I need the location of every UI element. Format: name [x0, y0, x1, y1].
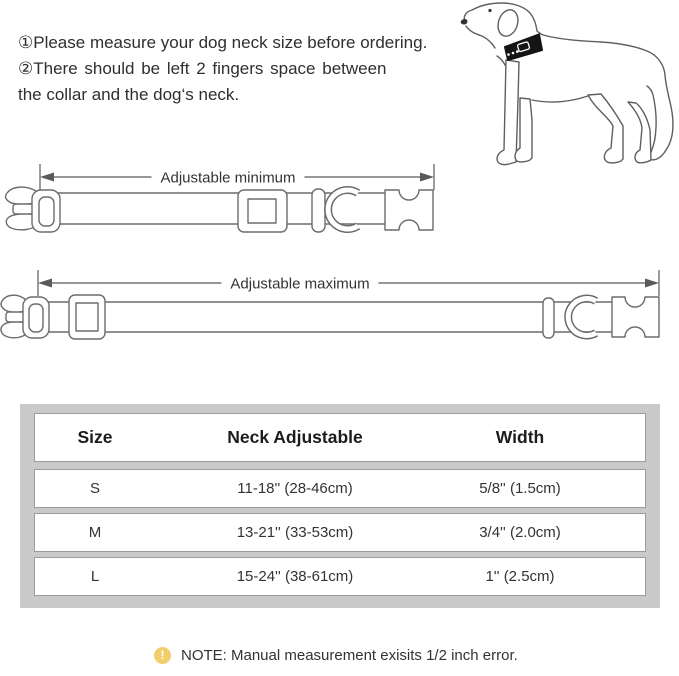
measuring-instructions: [18, 30, 458, 108]
arrowhead-right: [645, 279, 659, 288]
female-buckle: [385, 190, 433, 230]
dog-collar-band: [505, 35, 542, 61]
cell-size: M: [88, 524, 102, 541]
arrowhead-left: [38, 279, 52, 288]
cell-neck: 11-18'' (28-46cm): [237, 480, 353, 497]
dog-eye: [488, 9, 491, 12]
male-buckle-slot: [39, 197, 54, 226]
arrowhead-right: [420, 173, 434, 182]
dog-ear: [495, 7, 521, 39]
cell-width: 1'' (2.5cm): [485, 568, 555, 585]
buckle-prong-top: [1, 295, 26, 312]
cell-width: 5/8'' (1.5cm): [479, 480, 561, 497]
dog-front-leg-near: [497, 60, 519, 165]
dog-illustration: [440, 0, 679, 180]
triglide-slot: [76, 303, 98, 331]
keeper-loop: [312, 189, 325, 232]
cell-size: L: [90, 568, 100, 585]
dog-chest-line: [497, 56, 505, 65]
keeper-loop: [543, 298, 554, 338]
dog-rear-leg-near: [588, 94, 623, 163]
header-neck-adjustable: Neck Adjustable: [227, 427, 363, 447]
arrowhead-left: [40, 173, 54, 182]
adjustable-minimum-label: Adjustable minimum: [151, 170, 304, 187]
cell-size: S: [89, 480, 100, 497]
size-table-header: [34, 413, 646, 462]
instruction-line-1: ①Please measure your dog neck size before ordering.: [18, 33, 428, 52]
triglide-slot: [248, 199, 276, 223]
exclamation-icon: !: [154, 647, 171, 664]
size-table: [20, 404, 660, 608]
cell-neck: 15-24'' (38-61cm): [236, 568, 354, 585]
header-size: Size: [77, 427, 113, 447]
table-row-small: [34, 469, 646, 508]
instruction-line-3: the collar and the dog‘s neck.: [18, 85, 240, 104]
dog-rear-leg-far: [628, 102, 651, 163]
cell-neck: 13-21'' (33-53cm): [236, 524, 354, 541]
collar-strap: [46, 302, 616, 332]
dog-nose: [461, 19, 468, 25]
header-width: Width: [495, 427, 545, 447]
note-text: NOTE: Manual measurement exisits 1/2 inch error.: [181, 647, 518, 664]
dog-jaw-line: [466, 26, 495, 48]
adjustable-maximum-label: Adjustable maximum: [221, 276, 378, 293]
buckle-prong-bottom: [1, 322, 26, 338]
dog-belly-line: [532, 96, 588, 102]
male-buckle-slot: [29, 304, 43, 332]
table-row-medium: [34, 513, 646, 552]
note-row: [154, 647, 518, 664]
female-buckle: [612, 297, 659, 337]
instruction-line-2: ②There should be left 2 fingers space between: [18, 59, 387, 78]
cell-width: 3/4'' (2.0cm): [479, 524, 561, 541]
table-row-large: [34, 557, 646, 596]
